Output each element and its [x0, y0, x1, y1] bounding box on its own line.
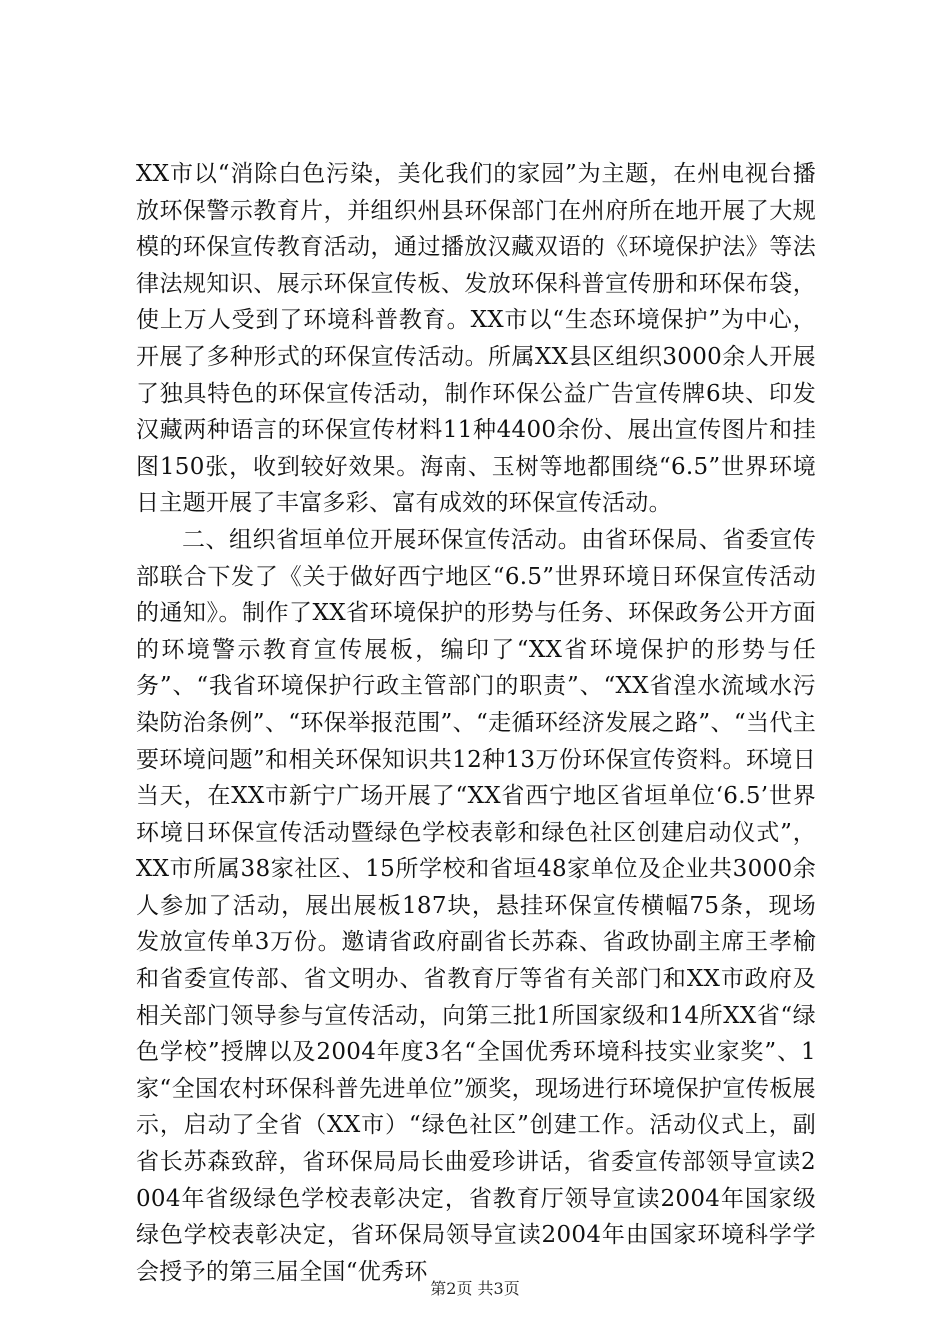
paragraph-1: XX市以“消除白色污染，美化我们的家园”为主题，在州电视台播放环保警示教育片，并组织州县环保部门在州府所在地开展了大规模的环保宣传教育活动，通过播放汉藏双语的《环境保护法》等法律法规知识、展示环保宣传板、发放环保科普宣传册和环保布袋，使上万人受到了环境科普教育。XX市以“生态环境保护”为中心，开展了多种形式的环保宣传活动。所属XX县区组织3000余人开展了独具特色的环保宣传活动，制作环保公益广告宣传牌6块、印发汉藏两种语言的环保宣传材料11种4400余份、展出宣传图片和挂图150张，收到较好效果。海南、玉树等地都围绕“6.5”世界环境日主题开展了丰富多彩、富有成效的环保宣传活动。: [136, 161, 816, 517]
page-number-footer: 第2页 共3页: [430, 1279, 520, 1298]
paragraph-2: 二、组织省垣单位开展环保宣传活动。由省环保局、省委宣传部联合下发了《关于做好西宁地区“6.5”世界环境日环保宣传活动的通知》。制作了XX省环境保护的形势与任务、环保政务公开方面的环境警示教育宣传展板，编印了“XX省环境保护的形势与任务”、“我省环境保护行政主管部门的职责”、“XX省湟水流域水污染防治条例”、“环保举报范围”、“走循环经济发展之路”、“当代主要环境问题”和相关环保知识共12种13万份环保宣传资料。环境日当天，在XX市新宁广场开展了“XX省西宁地区省垣单位‘6.5’世界环境日环保宣传活动暨绿色学校表彰和绿色社区创建启动仪式”，XX市所属38家社区、15所学校和省垣48家单位及企业共3000余人参加了活动，展出展板187块，悬挂环保宣传横幅75条，现场发放宣传单3万份。邀请省政府副省长苏森、省政协副主席王孝榆和省委宣传部、省文明办、省教育厅等省有关部门和XX市政府及相关部门领导参与宣传活动，向第三批1所国家级和14所XX省“绿色学校”授牌以及2004年度3名“全国优秀环境科技实业家奖”、1家“全国农村环保科普先进单位”颁奖，现场进行环境保护宣传板展示，启动了全省（XX市）“绿色社区”创建工作。活动仪式上，副省长苏森致辞，省环保局局长曲爱珍讲话，省委宣传部领导宣读2004年省级绿色学校表彰决定，省教育厅领导宣读2004年国家级绿色学校表彰决定，省环保局领导宣读2004年由国家环境科学学会授予的第三届全国“优秀环: [136, 526, 816, 1285]
document-body: [136, 156, 816, 1290]
